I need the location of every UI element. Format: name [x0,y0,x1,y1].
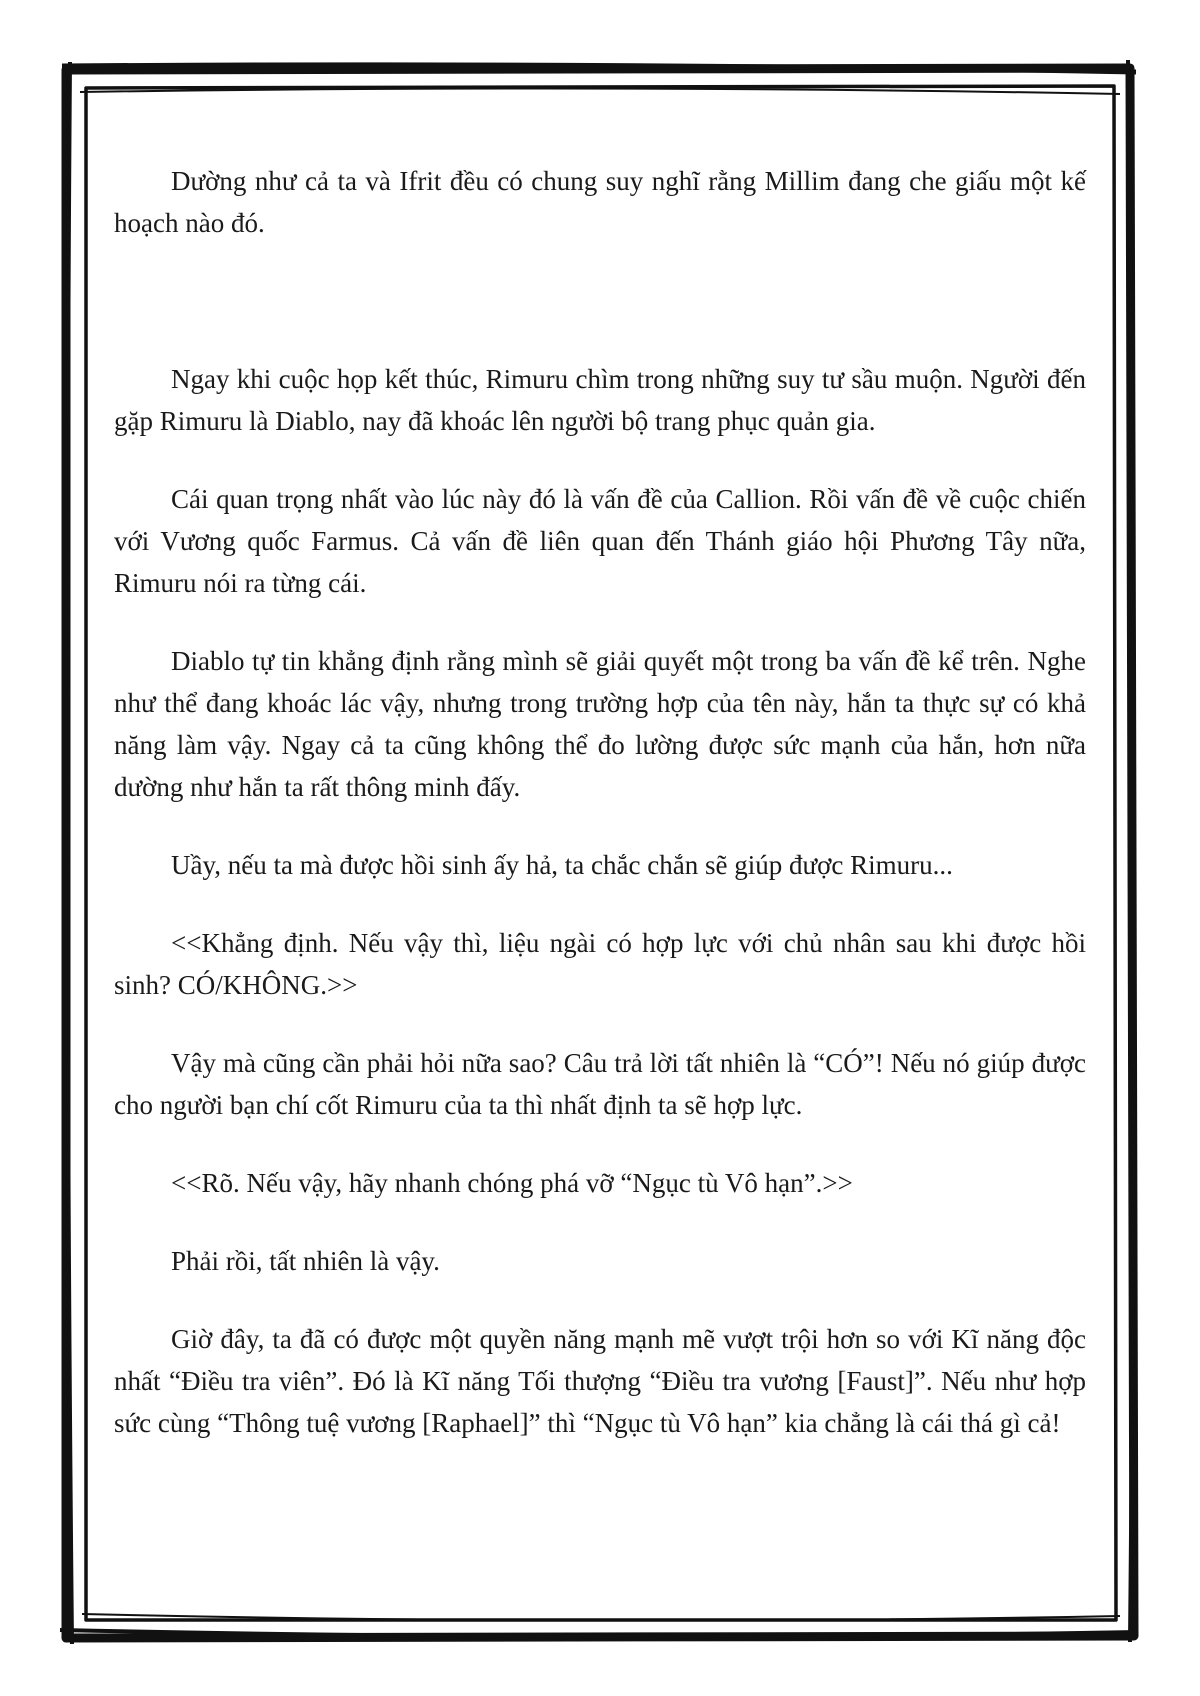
paragraph-4: Diablo tự tin khẳng định rằng mình sẽ giải quyết một trong ba vấn đề kể trên. Nghe như thể đang khoác lác vậy, nhưng trong trường hợp của tên này, hắn ta thực sự có khả năng làm vậy. Ngay cả ta cũng không thể đo lường được sức mạnh của hắn, hơn nữa dường như hắn ta rất thông minh đấy. [114,646,1086,802]
paragraph-7: Vậy mà cũng cần phải hỏi nữa sao? Câu trả lời tất nhiên là “CÓ”! Nếu nó giúp được cho người bạn chí cốt Rimuru của ta thì nhất định ta sẽ hợp lực. [114,1048,1086,1120]
paragraph-9: Phải rồi, tất nhiên là vậy. [171,1246,440,1276]
paragraph-5: Uầy, nếu ta mà được hồi sinh ấy hả, ta chắc chắn sẽ giúp được Rimuru... [171,850,953,880]
paragraph-10: Giờ đây, ta đã có được một quyền năng mạnh mẽ vượt trội hơn so với Kĩ năng độc nhất “Điều tra viên”. Đó là Kĩ năng Tối thượng “Điều tra vương [Faust]”. Nếu như hợp sức cùng “Thông tuệ vương [Raphael]” thì “Ngục tù Vô hạn” kia chẳng là cái thá gì cả! [114,1324,1086,1438]
paragraph-1: Dường như cả ta và Ifrit đều có chung suy nghĩ rằng Millim đang che giấu một kế hoạch nào đó. [114,166,1086,238]
paragraph-3: Cái quan trọng nhất vào lúc này đó là vấn đề của Callion. Rồi vấn đề về cuộc chiến với Vương quốc Farmus. Cả vấn đề liên quan đến Thánh giáo hội Phương Tây nữa, Rimuru nói ra từng cái. [114,484,1086,598]
paragraph-8: <<Rõ. Nếu vậy, hãy nhanh chóng phá vỡ “Ngục tù Vô hạn”.>> [171,1168,853,1198]
paragraph-2: Ngay khi cuộc họp kết thúc, Rimuru chìm trong những suy tư sầu muộn. Người đến gặp Rimuru là Diablo, nay đã khoác lên người bộ trang phục quản gia. [114,364,1086,436]
paragraph-6: <<Khẳng định. Nếu vậy thì, liệu ngài có hợp lực với chủ nhân sau khi được hồi sinh? CÓ/KHÔNG.>> [114,928,1086,1000]
document-body [114,160,1086,1444]
